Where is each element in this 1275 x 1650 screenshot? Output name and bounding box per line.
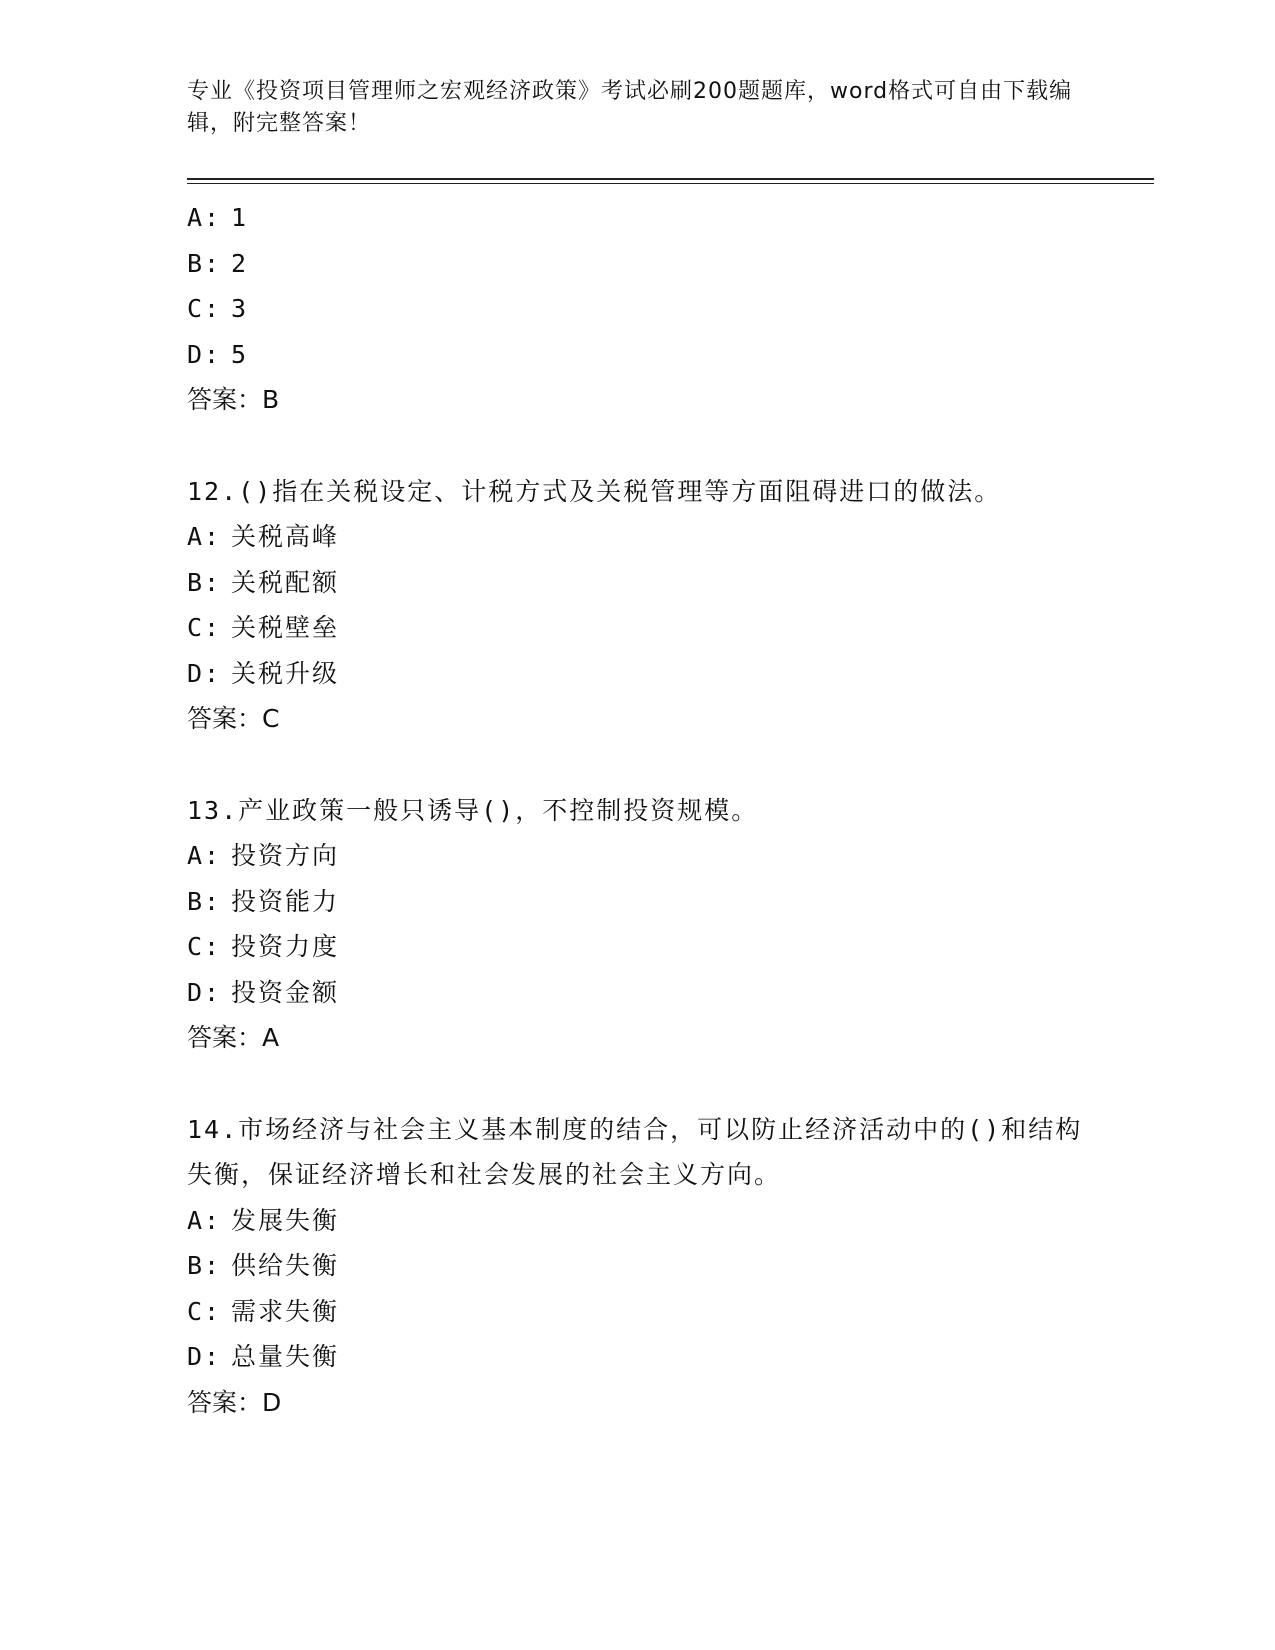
option-text: 投资力度	[231, 932, 340, 961]
question-block-14	[187, 1107, 1087, 1426]
option-label: D:	[187, 339, 222, 369]
option-b	[187, 879, 1087, 925]
spacer	[187, 423, 1087, 469]
option-c	[187, 605, 1087, 651]
question-block-13	[187, 788, 1087, 1061]
question-stem: 13.产业政策一般只诱导()，不控制投资规模。	[187, 795, 759, 825]
option-a	[187, 833, 1087, 879]
answer-line: 答案：D	[187, 1387, 282, 1417]
option-b	[187, 241, 1087, 287]
option-label: B:	[187, 886, 222, 916]
option-label: A:	[187, 203, 222, 232]
option-label: A:	[187, 1205, 222, 1235]
option-text: 投资方向	[231, 841, 340, 870]
option-label: A:	[187, 841, 222, 870]
answer-line: 答案：B	[187, 385, 280, 414]
option-text: 关税升级	[231, 658, 340, 688]
option-d	[187, 651, 1087, 697]
option-label: B:	[187, 248, 222, 278]
option-text: 投资金额	[231, 977, 340, 1007]
option-a	[187, 195, 1087, 241]
answer-line: 答案：C	[187, 704, 280, 733]
question-stem: 14.市场经济与社会主义基本制度的结合，可以防止经济活动中的()和结构失衡，保证经济增长和社会发展的社会主义方向。	[187, 1114, 1083, 1189]
option-text: 需求失衡	[231, 1296, 340, 1326]
option-text: 关税壁垒	[231, 613, 340, 642]
option-text: 发展失衡	[231, 1205, 340, 1235]
option-label: C:	[187, 613, 222, 642]
option-a	[187, 1198, 1087, 1244]
answer-line: 答案：A	[187, 1023, 280, 1052]
option-c	[187, 1289, 1087, 1335]
spacer	[187, 1061, 1087, 1107]
option-label: C:	[187, 294, 222, 323]
option-d	[187, 970, 1087, 1016]
option-b	[187, 560, 1087, 606]
spacer	[187, 742, 1087, 788]
question-block-prev	[187, 195, 1087, 423]
option-label: C:	[187, 932, 222, 961]
option-text: 投资能力	[231, 886, 340, 916]
option-text: 3	[231, 294, 249, 323]
option-text: 关税配额	[231, 567, 340, 597]
option-label: B:	[187, 567, 222, 597]
option-label: D:	[187, 977, 222, 1007]
question-content	[187, 195, 1087, 1425]
option-label: C:	[187, 1296, 222, 1326]
option-label: D:	[187, 658, 222, 688]
option-text: 供给失衡	[231, 1251, 340, 1280]
option-b	[187, 1243, 1087, 1289]
option-d	[187, 1334, 1087, 1380]
option-text: 关税高峰	[231, 522, 340, 551]
option-text: 5	[231, 339, 249, 369]
document-header: 专业《投资项目管理师之宏观经济政策》考试必刷200题题库，word格式可自由下载编辑，附完整答案！	[187, 79, 1073, 136]
option-c	[187, 924, 1087, 970]
question-stem: 12.()指在关税设定、计税方式及关税管理等方面阻碍进口的做法。	[187, 476, 1002, 506]
option-text: 1	[231, 203, 249, 232]
option-text: 总量失衡	[231, 1342, 340, 1371]
option-a	[187, 514, 1087, 560]
header-rule-thick	[187, 178, 1154, 180]
option-label: D:	[187, 1342, 222, 1371]
option-c	[187, 286, 1087, 332]
question-block-12	[187, 469, 1087, 742]
option-text: 2	[231, 248, 249, 278]
option-d	[187, 332, 1087, 378]
option-label: B:	[187, 1251, 222, 1280]
header-rule-thin	[187, 183, 1154, 184]
option-label: A:	[187, 522, 222, 551]
